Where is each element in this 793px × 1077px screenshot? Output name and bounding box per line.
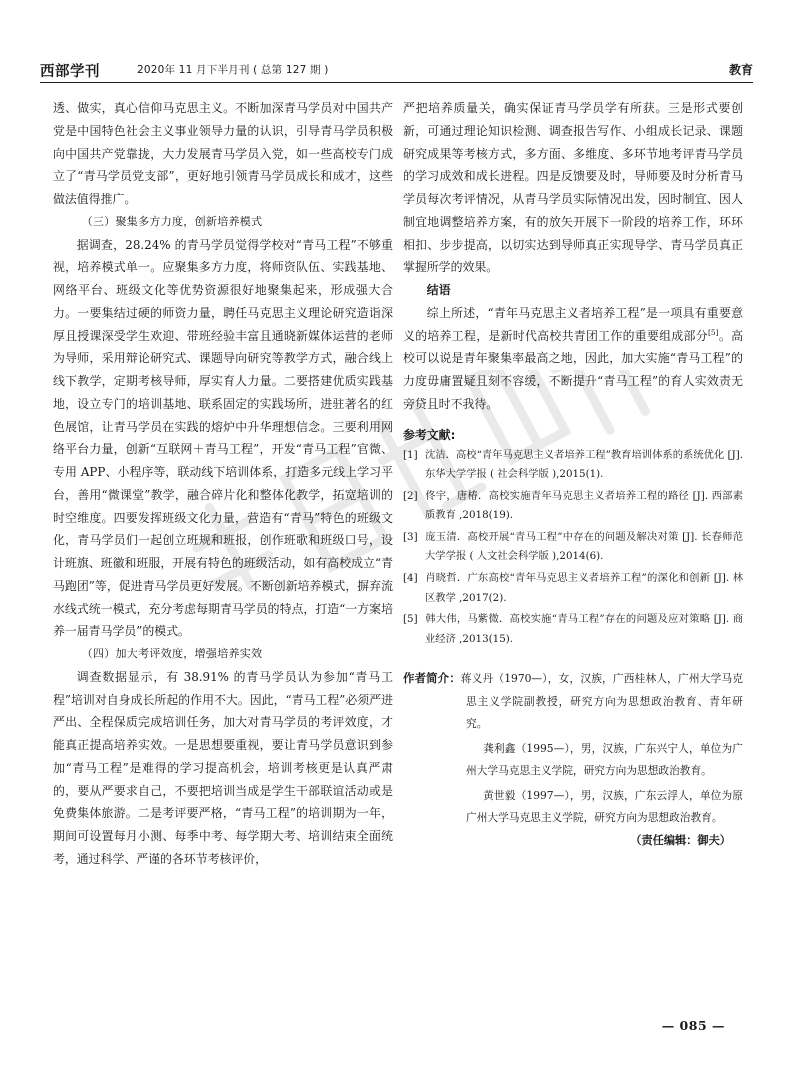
header-rule (40, 82, 753, 83)
reference-list (403, 446, 743, 650)
journal-name: 西部学刊 (40, 63, 100, 80)
conclusion-paragraph (403, 302, 743, 416)
conclusion-text: 综上所述，“青年马克思主义者培养工程”是一项具有重要意义的培养工程，是新时代高校共青团工作的重要组成部分 (403, 305, 743, 343)
section-heading: （四）加大考评效度，增强培养实效 (81, 647, 263, 660)
author-bio-text: 蒋义丹（1970—），女，汉族，广西桂林人，广州大学马克思主义学院副教授，研究方向为思想政治教育、青年研究。 (460, 672, 743, 731)
reference-number: [4] (403, 572, 418, 585)
reference-number: [2] (403, 489, 418, 502)
paragraph: 严把培养质量关，确实保证青马学员学有所获。三是形式要创新，可通过理论知识检测、调查报告写作、小组成长记录、课题研究成果等考核方式，多方面、多维度、多环节地考评青马学员的学习成效和成长进程。四是反馈要及时，导师要及时分析青马学员每次考评情况，从青马学员实际情况出发，因时制宜、因人制宜地调整培养方案，有的放矢开展下一阶段的培养工作，环环相扣、步步提高，以切实达到导师真正实现导学、青马学员真正掌握所学的效果。 (403, 101, 743, 275)
paragraph: 透、做实，真心信仰马克思主义。不断加深青马学员对中国共产党是中国特色社会主义事业领导力量的认识，引导青马学员积极向中国共产党靠拢，大力发展青马学员入党，如一些高校专门成立了“青马学员党支部”，更好地引领青马学员成长和成才，这些做法值得推广。 (53, 101, 393, 206)
reference-text: 沈洁．高校“青年马克思主义者培养工程”教育培训体系的系统优化 [J]. 东华大学学报 ( 社会科学版 ),2015(1). (425, 448, 743, 481)
references-heading: 参考文献: (403, 427, 456, 442)
author-label: 作者简介： (403, 671, 461, 686)
section-name: 教育 (728, 63, 753, 77)
citation-marker: [5] (707, 327, 719, 337)
section-heading: （三）聚集多方力度，创新培养模式 (81, 214, 263, 228)
reference-item (403, 487, 743, 526)
conclusion-text: 。高校可以说是青年聚集率最高之地，因此，加大实施“青马工程”的力度毋庸置疑且刻不容缓，不断提升“青马工程”的育人实效责无旁贷且时不我待。 (403, 328, 743, 411)
reference-text: 佟宇，唐椿．高校实施青年马克思主义者培养工程的路径 [J]. 西部素质教育 ,2018(19). (425, 489, 743, 522)
author-bio: 龚利鑫（1995—），男，汉族，广东兴宁人，单位为广州大学马克思主义学院，研究方向为思想政治教育。 (466, 741, 743, 778)
author-bio (403, 667, 743, 736)
conclusion-heading: 结语 (426, 283, 451, 297)
paragraph: 据调查，28.24% 的青马学员觉得学校对“青马工程”不够重视，培养模式单一。应聚集多方力度，将师资队伍、实践基地、网络平台、班级文化等优势资源很好地聚集起来，形成强大合力。一要集结过硬的师资力量，聘任马克思主义理论研究造诣深厚且授课深受学生欢迎、带班经验丰富且通晓新媒体运营的老师为导师，采用辩论研究式、课题导向研究等教学方式，融合线上线下教学，定期考核导师，厚实育人力量。二要搭建优质实践基地，设立专门的培训基地、联系固定的实践场所，进驻著名的红色展馆，让青马学员在实践的熔炉中升华理想信念。三要利用网络平台力量，创新“互联网＋青马工程”，开发“青马工程”官微、专用 APP、小程序等，联动线下培训体系，打造多元线上学习平台，善用“微课堂”教学，融合碎片化和整体化教学，拓宽培训的时空维度。四要发挥班级文化力量，营造有“青马”特色的班级文化，青马学员们一起创立班规和班报，创作班歌和班级口号，设计班旗、班徽和班服，开展有特色的班级活动，如有高校成立“青马跑团”等，促进青马学员更好发展。不断创新培养模式，摒弃流水线式统一模式，充分考虑每期青马学员的特点，打造“一方案培养一届青马学员”的模式。 (53, 237, 393, 639)
right-column (403, 97, 743, 848)
left-column (53, 97, 393, 871)
reference-item (403, 528, 743, 567)
reference-item (403, 569, 743, 608)
author-bios (403, 667, 743, 830)
page-header (40, 58, 753, 80)
reference-number: [5] (403, 613, 418, 626)
issue-info: 2020年 11 月下半月刊 ( 总第 127 期 ) (137, 64, 329, 76)
responsible-editor: （责任编辑：御夫） (630, 833, 731, 847)
reference-item (403, 446, 743, 485)
author-bio: 黄世毅（1997—），男，汉族，广东云浮人，单位为原广州大学马克思主义学院，研究方向为思想政治教育。 (466, 788, 743, 825)
reference-number: [3] (403, 530, 418, 543)
reference-number: [1] (403, 448, 418, 461)
page-number: — 085 — (661, 1018, 725, 1033)
paragraph: 调查数据显示，有 38.91% 的青马学员认为参加“青马工程”培训对自身成长所起的作用不大。因此，“青马工程”必须严进严出、全程保质完成培训任务，加大对青马学员的考评效度，才能真正提高培养实效。一是思想要重视，要让青马学员意识到参加“青马工程”是难得的学习提高机会，培训考核更是认真严肃的，要从严要求自己，不要把培训当成是学生干部联谊活动或是免费集体旅游。二是考评要严格，“青马工程”的培训期为一年，期间可设置每月小测、每季中考、每学期大考、培训结束全面统考，通过科学、严谨的各环节考核评价， (53, 669, 393, 866)
reference-text: 肖晓哲．广东高校“青年马克思主义者培养工程”的深化和创新 [J]. 林区教学 ,2017(2). (425, 572, 743, 604)
reference-text: 庞玉清．高校开展“青马工程”中存在的问题及解决对策 [J]. 长春师范大学学报 ( 人文社会科学版 ),2014(6). (425, 530, 743, 563)
reference-item (403, 610, 743, 649)
reference-text: 韩大伟，马紫微．高校实施“青马工程”存在的问题及应对策略 [J]. 商业经济 ,2013(15). (425, 613, 743, 645)
